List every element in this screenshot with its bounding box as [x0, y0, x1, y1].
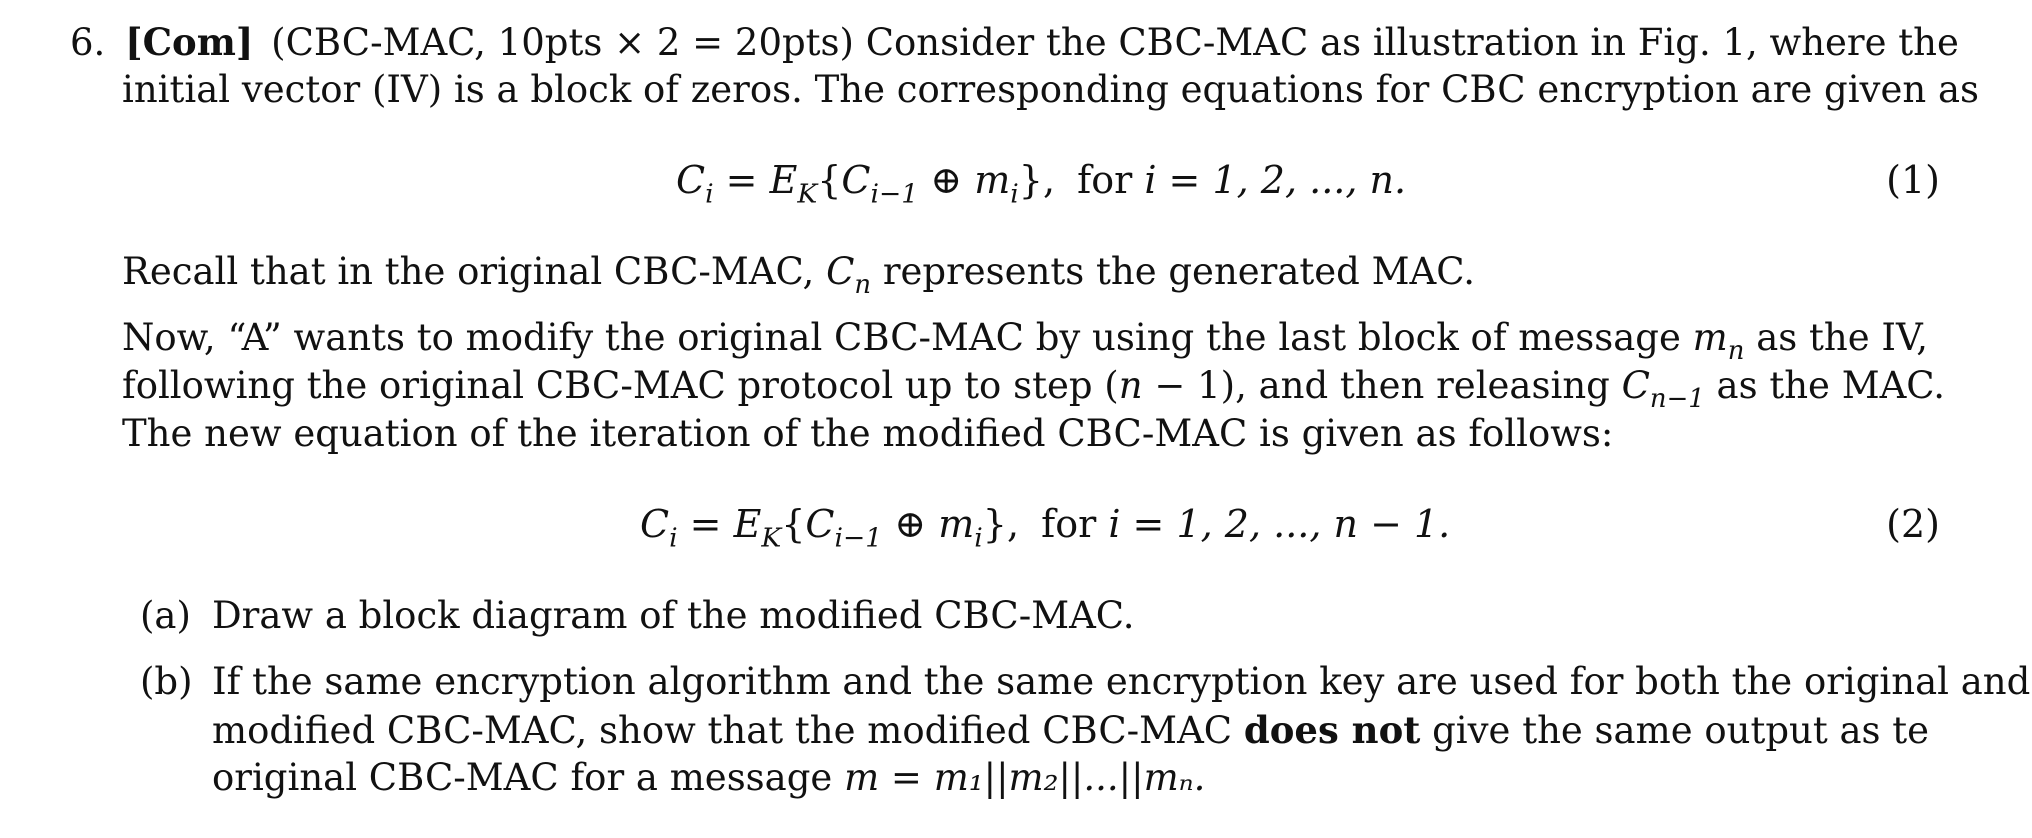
recall-text: Recall that in the original CBC-MAC,: [122, 250, 815, 293]
eq1-for: for: [1077, 158, 1133, 202]
eq1-equals: =: [713, 158, 770, 202]
now-line2-C: C: [1621, 364, 1650, 407]
eq2-Cim1-sub: i−1: [834, 522, 883, 554]
now-line1-mn-sub: n: [1727, 336, 1745, 367]
part-a-text: Draw a block diagram of the modified CBC-MAC.: [212, 594, 1135, 637]
eq2-brace-open: {: [781, 502, 806, 546]
recall-rest: represents the generated MAC.: [882, 250, 1475, 293]
eq2-Cim1: C: [805, 502, 835, 546]
question-intro-line1: (CBC-MAC, 10pts × 2 = 20pts) Consider the CBC-MAC as illustration in Fig. 1, where the: [271, 21, 1959, 64]
now-line3-text: The new equation of the iteration of the modified CBC-MAC is given as follows:: [122, 412, 1614, 455]
eq1-m-sub: i: [1010, 178, 1019, 210]
now-line2-a: following the original CBC-MAC protocol up to step (: [122, 364, 1119, 407]
eq2-K: K: [761, 522, 782, 554]
question-tag: [Com]: [125, 20, 254, 64]
part-b-line1: If the same encryption algorithm and the same encryption key are used for both the original and: [212, 660, 2031, 703]
recall-Cn: C: [826, 250, 855, 293]
question-intro-line2: [122, 66, 1979, 114]
part-b-line3-math: m = m₁||m₂||...||mₙ.: [844, 756, 1206, 799]
eq1-K: K: [797, 178, 818, 210]
question-header-line: [70, 18, 1959, 67]
intro-line2-text: initial vector (IV) is a block of zeros. The corresponding equations for CBC encryption are given as: [122, 68, 1979, 111]
eq2-brace-close: },: [982, 502, 1020, 546]
now-line1-mn: m: [1692, 316, 1728, 359]
eq1-brace-close: },: [1018, 158, 1056, 202]
part-b-line2-bold: does not: [1243, 708, 1421, 752]
equation-1: [676, 154, 1406, 220]
eq2-for: for: [1041, 502, 1097, 546]
eq2-equals: =: [677, 502, 734, 546]
eq1-Cim1: C: [841, 158, 871, 202]
part-b-line2-b: give the same output as te: [1432, 709, 1930, 752]
part-a-label: (a): [140, 594, 191, 637]
eq1-range: i = 1, 2, ..., n.: [1132, 158, 1407, 202]
equation-1-number: (1): [1886, 158, 1940, 202]
eq2-m: m: [938, 502, 975, 546]
equation-2-number: (2): [1886, 502, 1940, 546]
eq2-xor: ⊕: [882, 502, 939, 546]
eq2-E: E: [733, 502, 762, 546]
eq2-C-sub: i: [669, 522, 678, 554]
eq1-brace-open: {: [817, 158, 842, 202]
eq2-m-sub: i: [974, 522, 983, 554]
eq1-xor: ⊕: [918, 158, 975, 202]
part-b-line3: [212, 754, 1205, 802]
part-b-line3-a: original CBC-MAC for a message: [212, 756, 833, 799]
recall-Cn-sub: n: [854, 270, 872, 301]
eq2-range: i = 1, 2, ..., n − 1.: [1096, 502, 1451, 546]
part-b-label: (b): [140, 660, 193, 703]
eq1-m: m: [974, 158, 1011, 202]
eq1-C: C: [676, 158, 706, 202]
eq1-E: E: [769, 158, 798, 202]
now-line2-b: − 1), and then releasing: [1142, 364, 1610, 407]
now-line2-C-sub: n−1: [1649, 384, 1705, 415]
now-line2-n: n: [1118, 364, 1143, 407]
recall-line: [122, 248, 1475, 309]
eq2-C: C: [640, 502, 670, 546]
now-line-3: [122, 410, 1613, 458]
now-line1-a: Now, “A” wants to modify the original CBC-MAC by using the last block of message: [122, 316, 1681, 359]
eq1-C-sub: i: [705, 178, 714, 210]
question-number: 6.: [70, 21, 106, 64]
eq1-Cim1-sub: i−1: [870, 178, 919, 210]
now-line1-b: as the IV,: [1756, 316, 1928, 359]
part-b-line2: [212, 706, 1929, 755]
equation-2: [640, 498, 1450, 564]
now-line2-c: as the MAC.: [1716, 364, 1946, 407]
part-b-line2-a: modified CBC-MAC, show that the modified CBC-MAC: [212, 709, 1233, 752]
